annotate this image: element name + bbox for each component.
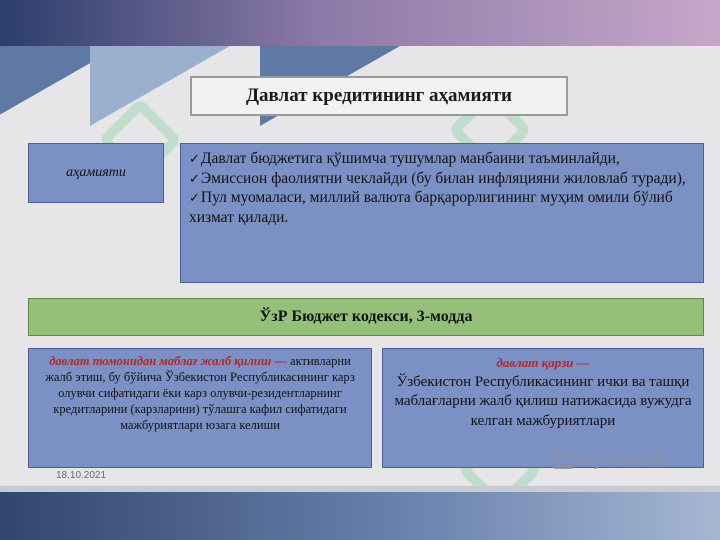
importance-item: ✓ Эмиссион фаолиятни чеклайди (бу билан инфляцияни жиловлаб туради), bbox=[189, 169, 695, 189]
importance-list bbox=[180, 143, 704, 283]
definition-term: давлат қарзи — bbox=[496, 355, 590, 370]
slide-title: Давлат кредитининг аҳамияти bbox=[190, 76, 568, 116]
definition-text: Ўзбекистон Республикасининг ички ва ташқи маблағларни жалб қилиш натижасида вужудга келган мажбуриятлари bbox=[394, 373, 692, 429]
top-decor-band bbox=[0, 0, 720, 46]
importance-item: ✓ Давлат бюджетига қўшимча тушумлар манбаини таъминлайди, bbox=[189, 149, 695, 169]
budget-code-reference: ЎзР Бюджет кодекси, 3-модда bbox=[28, 298, 704, 336]
myshared-watermark bbox=[552, 449, 665, 471]
definition-card-borrowing bbox=[28, 348, 372, 468]
bottom-decor-band bbox=[0, 492, 720, 540]
myshared-logo-icon bbox=[552, 451, 574, 469]
definition-term: давлат томонидан маблағ жалб қилиш — bbox=[49, 354, 287, 368]
watermark-text: MyShared bbox=[578, 449, 665, 470]
importance-item: ✓ Пул муомаласи, миллий валюта барқарорлигининг муҳим омили бўлиб хизмат қилади. bbox=[189, 188, 695, 227]
slide-date: 18.10.2021 bbox=[56, 470, 107, 481]
importance-label: аҳамияти bbox=[28, 143, 164, 203]
definition-text: активларни жалб этиш, бу бўйича Ўзбекистон Республикасининг карз олувчи сифатидаги ёки карз олувчи-резидентларнинг кредитларини (карзларини) тўлашга кафил сифатидаги мажбуриятлари юзага келиши bbox=[45, 354, 355, 432]
